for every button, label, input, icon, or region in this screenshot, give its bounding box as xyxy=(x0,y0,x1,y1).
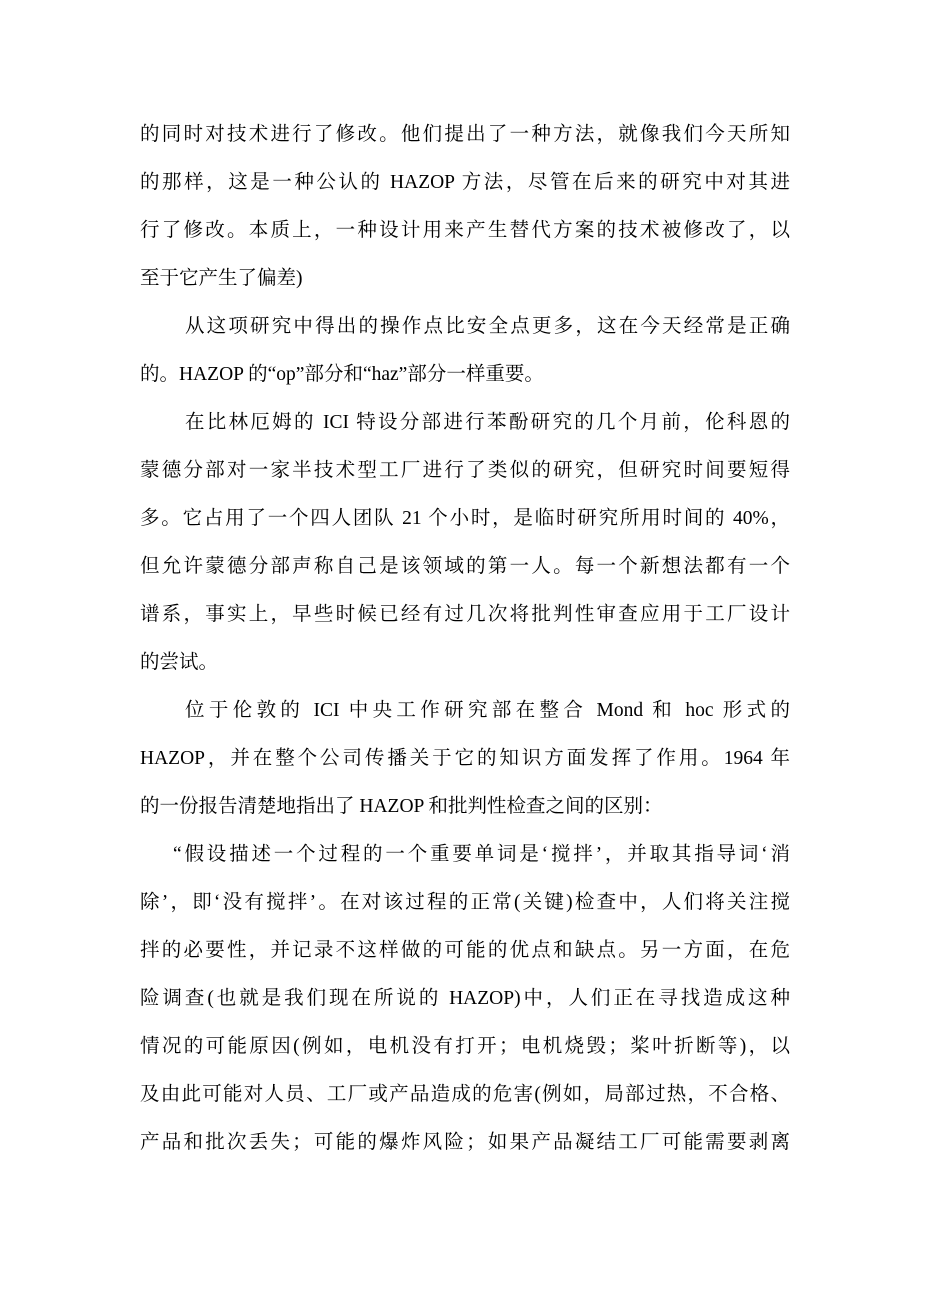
text-line: 从这项研究中得出的操作点比安全点更多，这在今天经常是正确 xyxy=(185,316,790,337)
text-line: 但允许蒙德分部声称自己是该领域的第一人。每一个新想法都有一个 xyxy=(140,556,790,577)
text-line: 谱系，事实上，早些时候已经有过几次将批判性审查应用于工厂设计 xyxy=(140,604,790,625)
text-line: 在比林厄姆的 ICI 特设分部进行苯酚研究的几个月前，伦科恩的 xyxy=(185,412,790,433)
text-line: 多。它占用了一个四人团队 21 个小时，是临时研究所用时间的 40%， xyxy=(140,508,790,529)
text-line: 的一份报告清楚地指出了 HAZOP 和批判性检查之间的区别： xyxy=(140,796,663,817)
text-line: 险调查(也就是我们现在所说的 HAZOP)中，人们正在寻找造成这种 xyxy=(140,988,790,1009)
text-line: 除’，即‘没有搅拌’。在对该过程的正常(关键)检查中，人们将关注搅 xyxy=(140,892,790,913)
paragraph-3 xyxy=(140,399,790,687)
text-line: 至于它产生了偏差) xyxy=(140,268,303,289)
text-line: 的。HAZOP 的“op”部分和“haz”部分一样重要。 xyxy=(140,364,544,385)
text-line: 蒙德分部对一家半技术型工厂进行了类似的研究，但研究时间要短得 xyxy=(140,460,790,481)
text-line: 的尝试。 xyxy=(140,652,219,673)
paragraph-5 xyxy=(140,831,790,1167)
text-block xyxy=(140,111,790,1167)
text-line: 的同时对技术进行了修改。他们提出了一种方法，就像我们今天所知 xyxy=(140,124,790,145)
text-line: 产品和批次丢失；可能的爆炸风险；如果产品凝结工厂可能需要剥离 xyxy=(140,1132,790,1153)
paragraph-4 xyxy=(140,687,790,831)
text-line: 及由此可能对人员、工厂或产品造成的危害(例如，局部过热，不合格、 xyxy=(140,1084,790,1105)
text-line: 拌的必要性，并记录不这样做的可能的优点和缺点。另一方面，在危 xyxy=(140,940,790,961)
text-line: 行了修改。本质上，一种设计用来产生替代方案的技术被修改了，以 xyxy=(140,220,790,241)
text-line: “假设描述一个过程的一个重要单词是‘搅拌’，并取其指导词‘消 xyxy=(173,844,790,865)
paragraph-1 xyxy=(140,111,790,303)
text-line: HAZOP，并在整个公司传播关于它的知识方面发挥了作用。1964 年 xyxy=(140,748,790,769)
paragraph-2 xyxy=(140,303,790,399)
text-line: 情况的可能原因(例如，电机没有打开；电机烧毁；桨叶折断等)，以 xyxy=(140,1036,790,1057)
text-line: 位于伦敦的 ICI 中央工作研究部在整合 Mond 和 hoc 形式的 xyxy=(185,700,790,721)
text-line: 的那样，这是一种公认的 HAZOP 方法，尽管在后来的研究中对其进 xyxy=(140,172,790,193)
